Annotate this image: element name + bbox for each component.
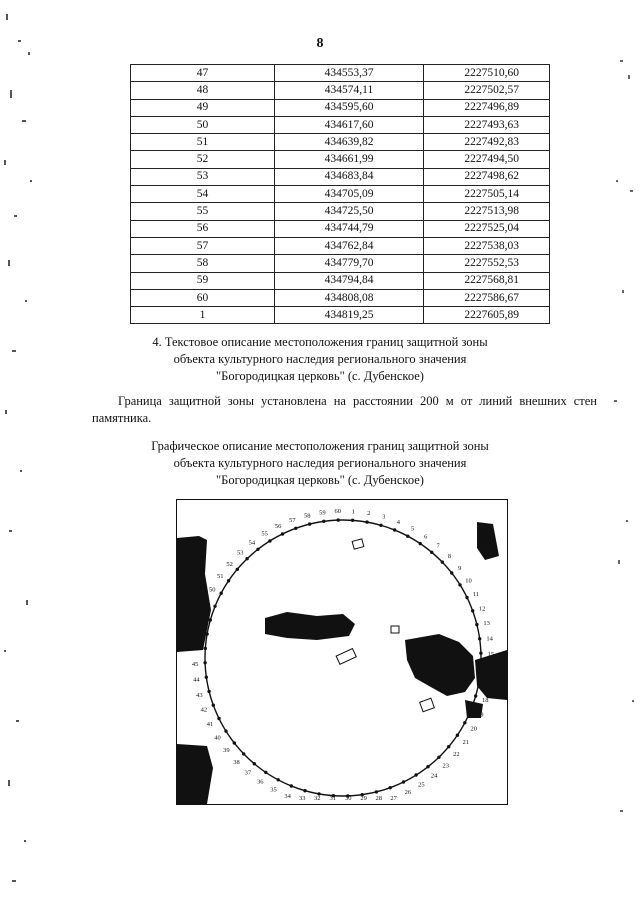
boundary-point-label: 17 — [485, 681, 493, 689]
boundary-point-label: 30 — [344, 795, 352, 802]
y-coordinate-cell: 2227525,04 — [424, 220, 550, 237]
boundary-point-label: 41 — [206, 720, 214, 728]
boundary-point-label: 34 — [284, 793, 291, 801]
table-row — [131, 82, 550, 99]
boundary-point-label: 1 — [351, 508, 355, 516]
boundary-point-label: 27 — [390, 795, 397, 802]
boundary-point-label: 25 — [418, 781, 425, 789]
boundary-point-label: 6 — [424, 533, 428, 541]
boundary-point-label: 50 — [209, 586, 216, 594]
boundary-point-marker — [447, 745, 450, 748]
boundary-point-label: 47 — [193, 630, 201, 638]
boundary-point-marker — [478, 637, 481, 640]
boundary-point-label: 44 — [193, 676, 200, 684]
x-coordinate-cell: 434705,09 — [275, 186, 424, 203]
graphic-section-heading — [0, 438, 640, 489]
table-row — [131, 255, 550, 272]
boundary-point-label: 52 — [226, 560, 233, 568]
point-number-cell: 54 — [131, 186, 275, 203]
boundary-point-label: 18 — [482, 696, 489, 704]
boundary-point-label: 11 — [472, 591, 480, 599]
boundary-point-label: 33 — [298, 795, 306, 802]
boundary-point-label: 29 — [360, 795, 367, 802]
boundary-point-marker — [204, 647, 207, 650]
boundary-point-label: 57 — [289, 516, 296, 524]
boundary-point-label: 8 — [447, 553, 452, 561]
dark-area-center — [265, 612, 355, 640]
boundary-point-marker — [256, 548, 259, 551]
boundary-point-label: 20 — [470, 725, 477, 733]
x-coordinate-cell: 434617,60 — [275, 116, 424, 133]
boundary-point-marker — [456, 734, 459, 737]
table-row — [131, 186, 550, 203]
boundary-point-marker — [465, 596, 468, 599]
x-coordinate-cell: 434762,84 — [275, 237, 424, 254]
boundary-point-label: 56 — [274, 523, 282, 530]
boundary-point-marker — [365, 520, 368, 523]
boundary-point-marker — [426, 765, 429, 768]
x-coordinate-cell: 434639,82 — [275, 134, 424, 151]
boundary-point-marker — [375, 790, 378, 793]
boundary-point-marker — [322, 520, 325, 523]
boundary-point-marker — [203, 661, 206, 664]
x-coordinate-cell: 434819,25 — [275, 307, 424, 324]
boundary-description: Граница защитной зоны установлена на расстоянии 200 м от линий внешних стен памятника. — [92, 394, 597, 425]
boundary-point-marker — [479, 652, 482, 655]
point-number-cell: 48 — [131, 82, 275, 99]
boundary-point-label: 46 — [192, 645, 199, 653]
boundary-point-marker — [437, 756, 440, 759]
boundary-point-marker — [463, 721, 466, 724]
boundary-point-label: 15 — [487, 650, 495, 658]
section-4-heading-line2: объекта культурного наследия регионального значения — [173, 352, 467, 366]
point-number-cell: 1 — [131, 307, 275, 324]
boundary-point-label: 23 — [442, 762, 450, 770]
boundary-point-marker — [268, 539, 271, 542]
boundary-point-marker — [220, 592, 223, 595]
boundary-point-marker — [242, 752, 245, 755]
y-coordinate-cell: 2227568,81 — [424, 272, 550, 289]
x-coordinate-cell: 434683,84 — [275, 168, 424, 185]
boundary-point-label: 60 — [334, 508, 342, 516]
boundary-point-marker — [414, 773, 417, 776]
boundary-point-label: 51 — [217, 573, 224, 581]
table-row — [131, 272, 550, 289]
boundary-point-label: 43 — [196, 691, 203, 699]
coordinates-table — [130, 64, 550, 324]
boundary-point-label: 54 — [248, 539, 256, 547]
boundary-point-marker — [205, 676, 208, 679]
boundary-point-label: 42 — [200, 706, 208, 714]
boundary-point-label: 14 — [486, 635, 493, 643]
boundary-point-label: 37 — [244, 769, 252, 777]
boundary-point-marker — [402, 780, 405, 783]
boundary-point-label: 4 — [396, 518, 401, 526]
y-coordinate-cell: 2227513,98 — [424, 203, 550, 220]
boundary-point-marker — [217, 717, 220, 720]
section-4-heading — [0, 334, 640, 385]
boundary-point-marker — [351, 519, 354, 522]
boundary-point-marker — [308, 522, 311, 525]
boundary-map — [176, 499, 508, 805]
table-row — [131, 289, 550, 306]
boundary-point-marker — [245, 557, 248, 560]
y-coordinate-cell: 2227605,89 — [424, 307, 550, 324]
boundary-point-marker — [294, 527, 297, 530]
boundary-point-marker — [277, 778, 280, 781]
boundary-point-label: 9 — [457, 564, 462, 572]
boundary-point-marker — [441, 560, 444, 563]
y-coordinate-cell: 2227538,03 — [424, 237, 550, 254]
y-coordinate-cell: 2227492,83 — [424, 134, 550, 151]
table-row — [131, 203, 550, 220]
boundary-point-label: 12 — [478, 605, 486, 613]
point-number-cell: 60 — [131, 289, 275, 306]
boundary-point-label: 7 — [436, 542, 440, 550]
building-center — [391, 626, 399, 633]
boundary-point-marker — [406, 535, 409, 538]
section-4-heading-line3: "Богородицкая церковь" (с. Дубенское) — [216, 369, 424, 383]
boundary-point-label: 32 — [314, 795, 321, 802]
y-coordinate-cell: 2227493,63 — [424, 116, 550, 133]
boundary-point-marker — [469, 708, 472, 711]
boundary-point-label: 49 — [202, 600, 210, 608]
boundary-point-marker — [264, 771, 267, 774]
table-row — [131, 220, 550, 237]
boundary-point-marker — [477, 680, 480, 683]
section-4-heading-line1: 4. Текстовое описание местоположения границ защитной зоны — [152, 335, 488, 349]
boundary-point-marker — [213, 605, 216, 608]
x-coordinate-cell: 434725,50 — [275, 203, 424, 220]
table-row — [131, 307, 550, 324]
x-coordinate-cell: 434744,79 — [275, 220, 424, 237]
boundary-point-label: 55 — [261, 530, 268, 538]
boundary-point-label: 13 — [483, 620, 490, 628]
table-row — [131, 151, 550, 168]
boundary-point-marker — [236, 568, 239, 571]
y-coordinate-cell: 2227494,50 — [424, 151, 550, 168]
boundary-point-marker — [379, 524, 382, 527]
y-coordinate-cell: 2227586,67 — [424, 289, 550, 306]
boundary-point-label: 2 — [367, 510, 371, 518]
graphic-heading-line1: Графическое описание местоположения границ защитной зоны — [151, 439, 489, 453]
boundary-point-label: 35 — [270, 786, 277, 794]
boundary-point-marker — [393, 528, 396, 531]
boundary-point-label: 38 — [233, 758, 240, 766]
boundary-point-label: 36 — [256, 778, 264, 786]
boundary-point-label: 5 — [410, 525, 415, 533]
boundary-point-label: 26 — [404, 789, 412, 796]
boundary-point-marker — [303, 789, 306, 792]
boundary-point-label: 39 — [223, 747, 230, 755]
x-coordinate-cell: 434779,70 — [275, 255, 424, 272]
boundary-point-label: 28 — [375, 795, 383, 802]
boundary-point-label: 48 — [197, 615, 204, 623]
boundary-point-marker — [209, 618, 212, 621]
table-row — [131, 237, 550, 254]
x-coordinate-cell: 434808,08 — [275, 289, 424, 306]
building-north — [352, 539, 364, 549]
table-row — [131, 134, 550, 151]
graphic-heading-line3: "Богородицкая церковь" (с. Дубенское) — [216, 473, 424, 487]
boundary-point-label: 16 — [487, 666, 494, 674]
boundary-point-label: 40 — [214, 734, 221, 742]
y-coordinate-cell: 2227505,14 — [424, 186, 550, 203]
boundary-point-label: 53 — [236, 549, 244, 557]
point-number-cell: 49 — [131, 99, 275, 116]
point-number-cell: 55 — [131, 203, 275, 220]
boundary-point-label: 3 — [382, 513, 386, 521]
boundary-point-marker — [337, 518, 340, 521]
boundary-point-marker — [479, 666, 482, 669]
graphic-heading-line2: объекта культурного наследия регионального значения — [173, 456, 467, 470]
y-coordinate-cell: 2227552,53 — [424, 255, 550, 272]
point-number-cell: 58 — [131, 255, 275, 272]
boundary-point-marker — [458, 583, 461, 586]
boundary-point-marker — [389, 786, 392, 789]
table-row — [131, 116, 550, 133]
boundary-point-label: 10 — [465, 577, 472, 585]
boundary-point-marker — [205, 632, 208, 635]
building-south — [420, 698, 435, 712]
point-number-cell: 52 — [131, 151, 275, 168]
x-coordinate-cell: 434595,60 — [275, 99, 424, 116]
boundary-point-label: 22 — [453, 751, 460, 759]
boundary-point-marker — [253, 762, 256, 765]
boundary-point-label: 45 — [191, 661, 199, 669]
boundary-point-marker — [430, 551, 433, 554]
boundary-point-marker — [212, 704, 215, 707]
page-number: 8 — [316, 36, 324, 51]
boundary-point-marker — [419, 542, 422, 545]
boundary-point-marker — [227, 579, 230, 582]
x-coordinate-cell: 434553,37 — [275, 65, 424, 82]
boundary-point-marker — [224, 729, 227, 732]
boundary-point-marker — [450, 571, 453, 574]
boundary-point-label: 59 — [319, 509, 326, 517]
boundary-point-label: 58 — [303, 512, 311, 520]
table-row — [131, 99, 550, 116]
boundary-point-marker — [281, 532, 284, 535]
dark-area-east — [405, 634, 475, 696]
point-number-cell: 51 — [131, 134, 275, 151]
point-number-cell: 59 — [131, 272, 275, 289]
church-building — [336, 649, 356, 665]
boundary-map-svg — [177, 500, 507, 804]
dark-area-southwest — [177, 744, 213, 804]
y-coordinate-cell: 2227498,62 — [424, 168, 550, 185]
table-row — [131, 65, 550, 82]
x-coordinate-cell: 434574,11 — [275, 82, 424, 99]
table-row — [131, 168, 550, 185]
boundary-point-marker — [471, 609, 474, 612]
point-number-cell: 53 — [131, 168, 275, 185]
x-coordinate-cell: 434794,84 — [275, 272, 424, 289]
point-number-cell: 57 — [131, 237, 275, 254]
y-coordinate-cell: 2227502,57 — [424, 82, 550, 99]
boundary-point-marker — [290, 784, 293, 787]
y-coordinate-cell: 2227496,89 — [424, 99, 550, 116]
boundary-point-marker — [474, 694, 477, 697]
x-coordinate-cell: 434661,99 — [275, 151, 424, 168]
point-number-cell: 47 — [131, 65, 275, 82]
boundary-point-label: 31 — [329, 795, 336, 802]
boundary-point-marker — [233, 741, 236, 744]
point-number-cell: 56 — [131, 220, 275, 237]
boundary-point-label: 19 — [476, 711, 484, 719]
dark-area-northeast — [477, 522, 499, 560]
point-number-cell: 50 — [131, 116, 275, 133]
boundary-point-marker — [475, 623, 478, 626]
boundary-point-marker — [207, 690, 210, 693]
boundary-point-label: 21 — [462, 738, 469, 746]
boundary-point-label: 24 — [430, 772, 438, 780]
y-coordinate-cell: 2227510,60 — [424, 65, 550, 82]
